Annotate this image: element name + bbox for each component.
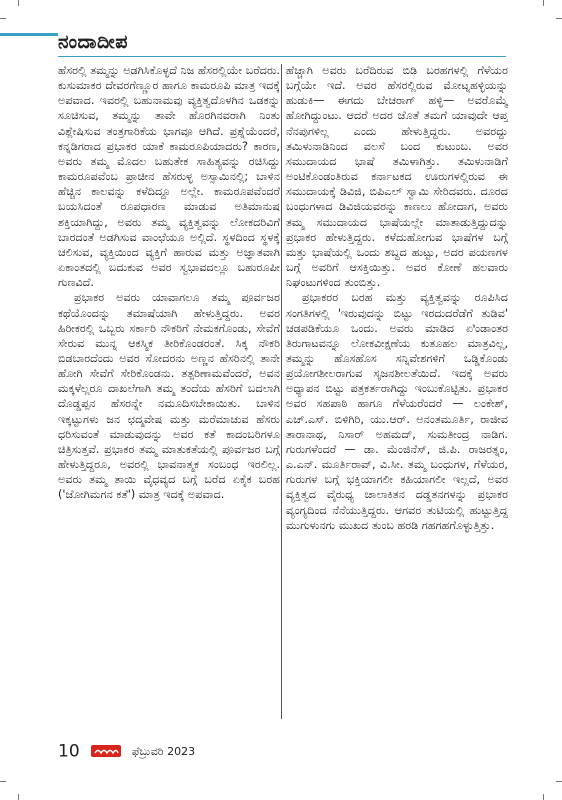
- paragraph: ಪ್ರಭಾಕರ ಅವರು ಯಾವಾಗಲೂ ತಮ್ಮ ಪೂರ್ವಜರ ಕಥೆಯೊಂದನ್ನು ತಮಾಷೆಯಾಗಿ ಹೇಳುತ್ತಿದ್ದರು. ಅವರ ಹಿರೀಕರಲ್ಲಿ ಒಬ್ಬರು ಸರ್ಕಾರಿ ನೌಕರಿಗೆ ನೇಮಕಗೊಂಡು, ಸೇವೆಗೆ ಸೇರುವ ಮುನ್ನ ಆಕಸ್ಮಿಕ ತೀರಿಕೊಂಡರಂತೆ. ಸಿಕ್ಕ ನೌಕರಿ ಬಿಡಬಾರದೆಂದು ಅವರ ಸೋದರನು ಅಣ್ಣನ ಹೆಸರಿನಲ್ಲಿ ತಾನೇ ಹೋಗಿ ಸೇವೆಗೆ ಸೇರಿಕೊಂಡನು. ತತ್ಪರಿಣಾಮವೆಂದರೆ, ಅವನ ಮಕ್ಕಳೆಲ್ಲರೂ ದಾಖಲೆಗಾಗಿ ತಮ್ಮ ತಂದೆಯ ಹೆಸರಿಗೆ ಬದಲಾಗಿ ದೊಡ್ಡಪ್ಪನ ಹೆಸರನ್ನೇ ನಮೂದಿಸಬೇಕಾಯಿತು. ಬಾಳಿನ ಇಕ್ಕಟ್ಟುಗಳು ಜನ ಛದ್ಮವೇಷ ಮತ್ತು ಮರೆಮಾಚುವ ಹೆಸರು ಧರಿಸುವಂತೆ ಮಾಡುವುದನ್ನು ಅವರ ಕತೆ ಕಾದಂಬರಿಗಳೂ ಚಿತ್ರಿಸುತ್ತವೆ. ಪ್ರಭಾಕರ ತಮ್ಮ ಮಾತುಕತೆಯಲ್ಲಿ ಪೂರ್ವಜರ ಬಗ್ಗೆ ಹೇಳುತ್ತಿದ್ದರೂ, ಅವರಲ್ಲಿ ಭಾವನಾತ್ಮಕ ಸಂಬಂಧ ಇರಲಿಲ್ಲ. ಅವರು ತಮ್ಮ ತಾಯಿ ವೈಧವ್ಯದ ಬಗ್ಗೆ ಬರೆದ ಏಕೈಕ ಬರಹ ('ಜೋಗಿಮಗನ ಕತೆ') ಮಾತ್ರ ಇದಕ್ಕೆ ಅಪವಾದ.: [58, 291, 280, 502]
- page-footer: [58, 741, 195, 761]
- paragraph: ಪ್ರಭಾಕರರ ಬರಹ ಮತ್ತು ವ್ಯಕ್ತಿತ್ವವನ್ನು ರೂಪಿಸಿದ ಸಂಗತಿಗಳಲ್ಲಿ 'ಇರುವುದನ್ನು ಬಿಟ್ಟು ಇರದುದರೆಡೆಗೆ ತುಡಿವ' ಚಡಪಡಿಕೆಯೂ ಒಂದು. ಅವರು ಮಾಡಿದ ಏಿಂಡಾಂತರ ತಿರುಗಾಟವನ್ನೂ ಲೋಕವೀಕ್ಷಣೆಯ ಕುತೂಹಲ ಮಾತ್ರವಿಲ್ಲ, ತಮ್ಮನ್ನು ಹೊಸಹೊಸ ಸನ್ನಿವೇಶಗಳಿಗೆ ಒಡ್ಡಿಕೊಂಡು ಪ್ರಯೋಗಶೀಲರಾಗುವ ಸೃಜನಶೀಲತೆಯಿದೆ. ಇದಕ್ಕೆ ಅವರು ಅಧ್ಯಾಪನ ಬಿಟ್ಟು ಪತ್ರಕರ್ತರಾಗಿದ್ದು ಇಂಬುಕೊಟ್ಟಿತು. ಪ್ರಭಾಕರ ಅವರ ಸಹಪಾಠಿ ಹಾಗೂ ಗೆಳೆಯರೆಂದರೆ — ಲಂಕೇಶ್, ಎಚ್.ಎಸ್. ಬಿಳಿಗಿರಿ, ಯು.ಆರ್. ಅನಂತಮೂರ್ತಿ, ರಾಜೀವ ತಾರಾನಾಥ, ನಿಸಾರ್ ಅಹಮದ್, ಸುಮತೀಂದ್ರ ನಾಡಿಗ. ಗುರುಗಳೆಂದರೆ — ಡಾ. ಮೆಂಜಿನೆಸ್, ಜಿ.ಪಿ. ರಾಜರತ್ನಂ, ಎ.ಎನ್. ಮೂರ್ತಿರಾವ್, ವಿ.ಸೀ. ತಮ್ಮ ಬಂಧುಗಳ, ಗೆಳೆಯರ, ಗುರುಗಳ ಬಗ್ಗೆ ಭಕ್ತಿಯಾಗಲೀ ಕಹಿಯಾಗಲೀ ಇಲ್ಲದೆ, ಅವರ ವ್ಯಕ್ತಿತ್ವದ ವೈರುಧ್ಯ ಚಾಲಾಕಿತನ ದಡ್ಡತನಗಳನ್ನು ಪ್ರಭಾಕರ ವ್ಯಂಗ್ಯದಿಂದ ನೆನೆಯುತ್ತಿದ್ದರು. ಆಗವರ ತುಟಿಯಲ್ಲಿ ಹುಟ್ಟುತ್ತಿದ್ದ ಮುಗುಳುನಗು ಮುಖದ ತುಂಬ ಹರಡಿ ಗಹಗಹಗೊಳ್ಳುತ್ತಿತ್ತು.: [286, 291, 508, 532]
- crop-mark: [543, 794, 544, 800]
- crop-mark: [0, 18, 6, 19]
- article-column-right: [286, 63, 508, 718]
- crop-mark: [556, 781, 562, 782]
- page-header: [58, 30, 506, 57]
- column-divider: [281, 64, 282, 719]
- crop-mark: [18, 0, 19, 6]
- section-title: ನಂದಾದೀಪ: [58, 31, 128, 53]
- crop-mark: [18, 794, 19, 800]
- crop-mark: [0, 781, 6, 782]
- article-column-left: [58, 63, 280, 718]
- issue-date: ಫೆಬ್ರುವರಿ 2023: [131, 744, 196, 758]
- paragraph: ಹೆಸರಲ್ಲಿ ತಮ್ಮನ್ನು ಅಡಗಿಸಿಕೊಳ್ಳದೆ ನಿಜ ಹೆಸರಲ್ಲಿಯೇ ಬರೆದರು. ಕುಸುಮಾಕರ ದೇವರಗೆಣ್ಣೂರ ಹಾಗೂ ಕಾಮರೂಪಿ ಮಾತ್ರ ಇದಕ್ಕೆ ಅಪವಾದ. ಇವರಲ್ಲಿ ಬಹುನಾಮವು ವ್ಯಕ್ತಿತ್ವದೊಳಗಿನ ಒಡಕನ್ನು ಸೂಚಿಸುವ, ತಮ್ಮನ್ನು ತಾವೇ ಹೊರಗಿನವರಾಗಿ ನಿಂತು ವಿಶ್ಲೇಷಿಸುವ ತಂತ್ರಗಾರಿಕೆಯ ಭಾಗವೂ ಆಗಿದೆ. ಪ್ರಶ್ನೆಯೆಂದರೆ, ಕನ್ನಡಿಗರಾದ ಪ್ರಭಾಕರ ಯಾಕೆ ಕಾಮರೂಪಿಯಾದರು? ಕಾರಣ, ಅವರು ತಮ್ಮ ಮೊದಲ ಬಹುತೇಕ ಸಾಹಿತ್ಯವನ್ನು ರಚಿಸಿದ್ದು ಕಾಮರೂಪವೆಂಬ ಪ್ರಾಚೀನ ಹೆಸರುಳ್ಳ ಅಸ್ಸಾಮಿನಲ್ಲಿ; ಬಾಳಿನ ಹೆಚ್ಚಿನ ಕಾಲವನ್ನು ಕಳೆದಿದ್ದೂ ಅಲ್ಲೇ. ಕಾಮರೂಪವೆಂದರೆ ಬಯಸಿದಂತೆ ರೂಪಧಾರಣ ಮಾಡುವ ಅತಿಮಾನುಷ ಶಕ್ತಿಯಾಗಿದ್ದು, ಅವರು ತಮ್ಮ ವ್ಯಕ್ತಿತ್ವವನ್ನು ಲೋಕದರಿವಿಗೆ ಬಾರದಂತೆ ಅಡಗಿಸುವ ವಾಂಛೆಯೂ ಅಲ್ಲಿದೆ. ಸ್ಥಳದಿಂದ ಸ್ಥಳಕ್ಕೆ ಚಲಿಸುವ, ವ್ಯಕ್ತಿಯಿಂದ ವ್ಯಕ್ತಿಗೆ ಹಾರುವ ಮತ್ತು ಅಜ್ಞಾತವಾಗಿ ಏಕಾಂತದಲ್ಲಿ ಬದುಕುವ ಅವರ ಸ್ವಭಾವದಲ್ಲೂ ಬಹುರೂಪೀ ಗುಣವಿದೆ.: [58, 64, 280, 290]
- header-accent-line: [0, 33, 58, 36]
- paragraph: ಹೆಚ್ಚಾಗಿ ಅವರು ಬರೆದಿರುವ ಬಿಡಿ ಬರಹಗಳಲ್ಲಿ ಗೆಳೆಯರ ಬಗ್ಗೆಯೇ ಇದೆ. ಅವರ ಹೆಸರಲ್ಲಿರುವ ಮೋಟ್ನಹಳ್ಳಿಯನ್ನು ಹುಡುಕಿ— ಈಗದು ಬೇಚರಾಗ್ ಹಳ್ಳಿ— ಅವರೊಮ್ಮೆ ಹೋಗಿದ್ದುಂಟು. ಆದರೆ ಅದರ ಜೊತೆ ತಮಗೆ ಯಾವುದೇ ಆಪ್ತ ನೆನಪುಗಳಿಲ್ಲ ಎಂದು ಹೇಳುತ್ತಿದ್ದರು. ಅವರದ್ದು ತಮಿಳುನಾಡಿನಿಂದ ವಲಸೆ ಬಂದ ಕುಟುಂಬ. ಅವರ ಸಮುದಾಯದ ಭಾಷೆ ತಮಿಳಾಗಿತ್ತು. ತಮಿಳುನಾಡಿಗೆ ಅಂಟಿಕೊಂಡಂತಿರುವ ಕರ್ನಾಟಕದ ಊರುಗಳಲ್ಲಿರುವ ಈ ಸಮುದಾಯಕ್ಕೆ ಡಿವಿಜಿ, ಬಿಪಿಎಲ್ ಸ್ವಾಮಿ ಸೇರಿದವರು. ದೂರದ ಬಂಧುಗಳಾದ ಡಿವಿಜಿಯವರನ್ನು ಕಾಣಲು ಹೋದಾಗ, ಅವರು ತಮ್ಮ ಸಮುದಾಯದ ಭಾಷೆಯಲ್ಲೇ ಮಾತಾಡುತ್ತಿದ್ದುದನ್ನು ಪ್ರಭಾಕರ ಹೇಳುತ್ತಿದ್ದರು. ಕಳೆದುಹೋಗುವ ಭಾಷೆಗಳ ಬಗ್ಗೆ ಮತ್ತು ಭಾಷೆಯಲ್ಲಿ ಒಂದು ಶಬ್ದದ ಹುಟ್ಟು, ಅದರ ಪಯಣಗಳ ಬಗ್ಗೆ ಅವರಿಗೆ ಆಸಕ್ತಿಯಿತ್ತು. ಅವರ ಕೋಣೆ ಹಲವಾರು ನಿಘಂಟುಗಳಿಂದ ತುಂಬಿತ್ತು.: [286, 64, 508, 290]
- crop-mark: [556, 18, 562, 19]
- magazine-logo: [91, 742, 121, 761]
- page-number: 10: [58, 741, 80, 762]
- crop-mark: [543, 0, 544, 6]
